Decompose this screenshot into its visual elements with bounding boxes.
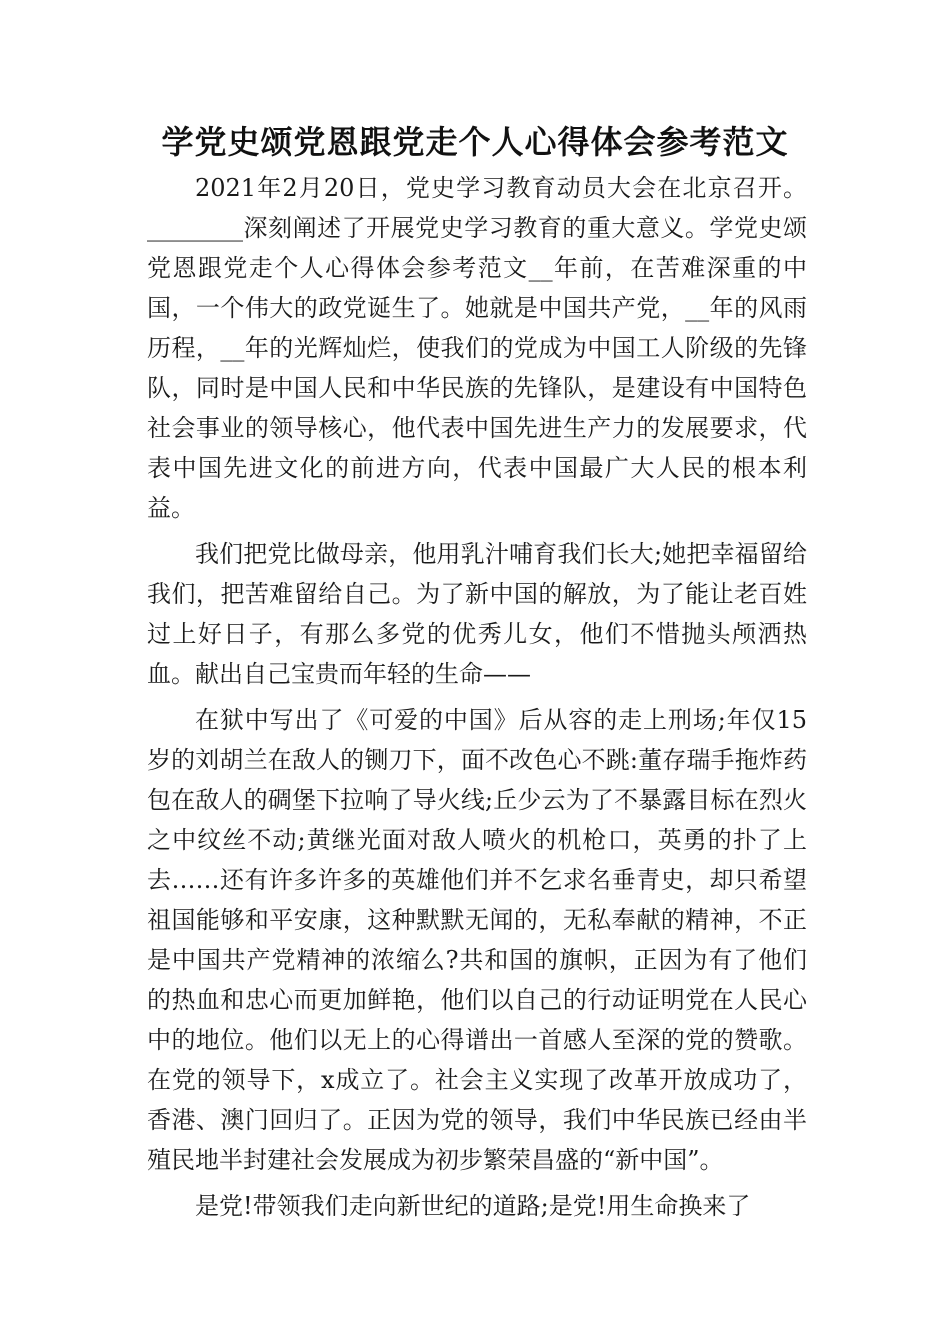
document-body (147, 168, 807, 1232)
document-title: 学党史颂党恩跟党走个人心得体会参考范文 (161, 123, 789, 161)
paragraph-3: 在狱中写出了《可爱的中国》后从容的走上刑场;年仅15岁的刘胡兰在敌人的铡刀下，面不改色心不跳:董存瑞手拖炸药包在敌人的碉堡下拉响了导火线;丘少云为了不暴露目标在烈火之中纹丝不动;黄继光面对敌人喷火的机枪口，英勇的扑了上去……还有许多许多的英雄他们并不乞求名垂青史，却只希望祖国能够和平安康，这种默默无闻的，无私奉献的精神，不正是中国共产党精神的浓缩么?共和国的旗帜，正因为有了他们的热血和忠心而更加鲜艳，他们以自己的行动证明党在人民心中的地位。他们以无上的心得谱出一首感人至深的党的赞歌。在党的领导下，x成立了。社会主义实现了改革开放成功了，香港、澳门回归了。正因为党的领导，我们中华民族已经由半殖民地半封建社会发展成为初步繁荣昌盛的“新中国”。 (147, 706, 807, 1174)
paragraph-1: 2021年2月20日，党史学习教育动员大会在北京召开。________深刻阐述了开展党史学习教育的重大意义。学党史颂党恩跟党走个人心得体会参考范文__年前，在苦难深重的中国，一个伟大的政党诞生了。她就是中国共产党，__年的风雨历程，__年的光辉灿烂，使我们的党成为中国工人阶级的先锋队，同时是中国人民和中华民族的先锋队，是建设有中国特色社会事业的领导核心，他代表中国先进生产力的发展要求，代表中国先进文化的前进方向，代表中国最广大人民的根本利益。 (147, 174, 807, 522)
paragraph-4: 是党!带领我们走向新世纪的道路;是党!用生命换来了 (195, 1192, 751, 1220)
paragraph-2: 我们把党比做母亲，他用乳汁哺育我们长大;她把幸福留给我们，把苦难留给自己。为了新中国的解放，为了能让老百姓过上好日子，有那么多党的优秀儿女，他们不惜抛头颅洒热血。献出自己宝贵而年轻的生命—— (147, 540, 807, 688)
